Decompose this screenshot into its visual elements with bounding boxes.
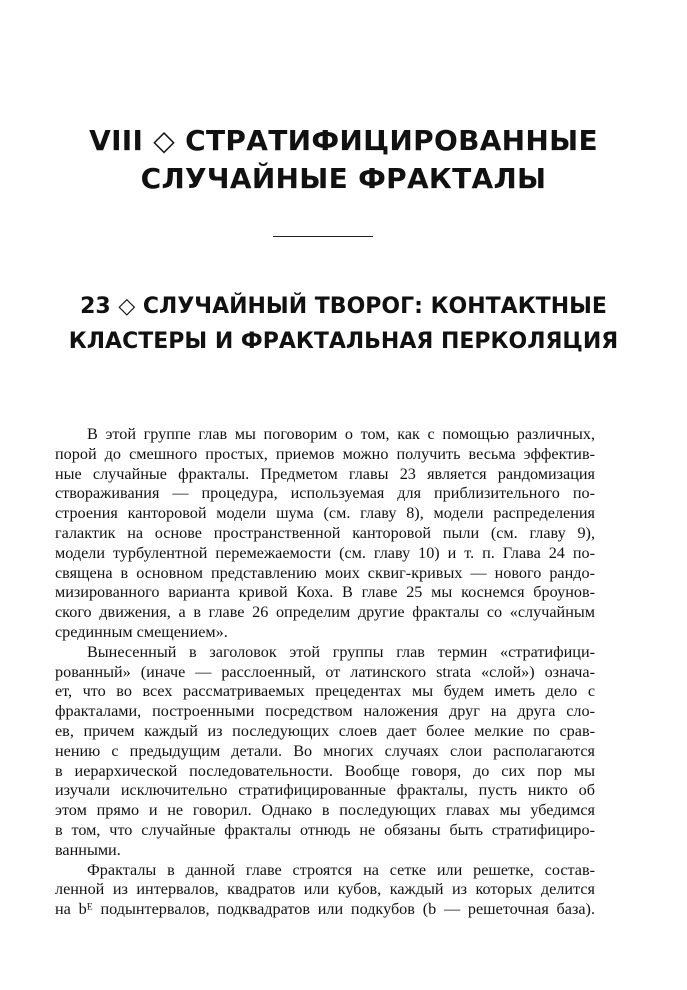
- paragraph-3: [55, 861, 595, 920]
- text-line: срединным смещением».: [55, 622, 228, 641]
- part-title: [0, 122, 687, 198]
- text-line: рованный» (иначе — расслоенный, от латинского strata «слой») означа-: [55, 662, 595, 681]
- text-line: ет, что во всех рассматриваемых прецедентах мы будем иметь дело с: [55, 682, 595, 701]
- text-line: нению с предыдущим детали. Во многих случаях слои располагаются: [55, 741, 595, 760]
- part-title-line-1: VIII ◇ СТРАТИФИЦИРОВАННЫЕ: [89, 124, 598, 157]
- text-line: ского движения, а в главе 26 определим другие фракталы со «случайным: [55, 603, 595, 622]
- section-divider: [273, 236, 373, 237]
- text-line: в том, что случайные фракталы отнюдь не обязаны быть стратифициро-: [55, 820, 595, 839]
- text-line: этом прямо и не говорил. Однако в последующих главах мы убедимся: [55, 801, 595, 820]
- text-line: изучали исключительно стратифицированные фракталы, пусть никто об: [55, 781, 595, 800]
- chapter-title-line-2: КЛАСТЕРЫ И ФРАКТАЛЬНАЯ ПЕРКОЛЯЦИЯ: [68, 329, 619, 354]
- text-line: Вынесенный в заголовок этой группы глав термин «стратифици-: [87, 642, 595, 661]
- text-line: ные случайные фракталы. Предметом главы 23 является рандомизация: [55, 464, 595, 483]
- text-line: В этой группе глав мы поговорим о том, как с помощью различных,: [87, 425, 595, 443]
- text-line: ев, причем каждый из последующих слоев дает более мелкие по срав-: [55, 721, 595, 740]
- text-line: порой до смешного простых, приемов можно получить весьма эффектив-: [55, 444, 595, 463]
- text-line: ленной из интервалов, квадратов или кубов, каждый из которых делится: [55, 880, 595, 899]
- text-line: фракталами, построенными посредством наложения друг на друга сло-: [55, 702, 595, 721]
- text-line: Фракталы в данной главе строятся на сетке или решетке, состав-: [87, 860, 595, 879]
- text-line: на bᴱ подынтервалов, подквадратов или подкубов (b — решеточная база).: [55, 900, 595, 919]
- part-title-line-2: СЛУЧАЙНЫЕ ФРАКТАЛЫ: [140, 162, 547, 195]
- chapter-title: [0, 289, 687, 359]
- text-line: створаживания — процедура, используемая для приблизительного по-: [55, 484, 595, 503]
- paragraph-1: [55, 425, 595, 643]
- text-line: модели турбулентной перемежаемости (см. главу 10) и т. п. Глава 24 по-: [55, 543, 595, 562]
- chapter-title-line-1: 23 ◇ СЛУЧАЙНЫЙ ТВОРОГ: КОНТАКТНЫЕ: [80, 294, 607, 319]
- text-line: ванными.: [55, 840, 121, 859]
- text-line: мизированного варианта кривой Коха. В главе 25 мы коснемся броунов-: [55, 583, 595, 602]
- text-line: в иерархической последовательности. Вообще говоря, до сих пор мы: [55, 761, 595, 780]
- text-line: священа в основном представлению моих сквиг-кривых — нового рандо-: [55, 563, 595, 582]
- text-line: галактик на основе пространственной канторовой пыли (см. главу 9),: [55, 523, 595, 542]
- body-text: [55, 425, 595, 920]
- paragraph-2: [55, 643, 595, 861]
- text-line: строения канторовой модели шума (см. главу 8), модели распределения: [55, 504, 595, 523]
